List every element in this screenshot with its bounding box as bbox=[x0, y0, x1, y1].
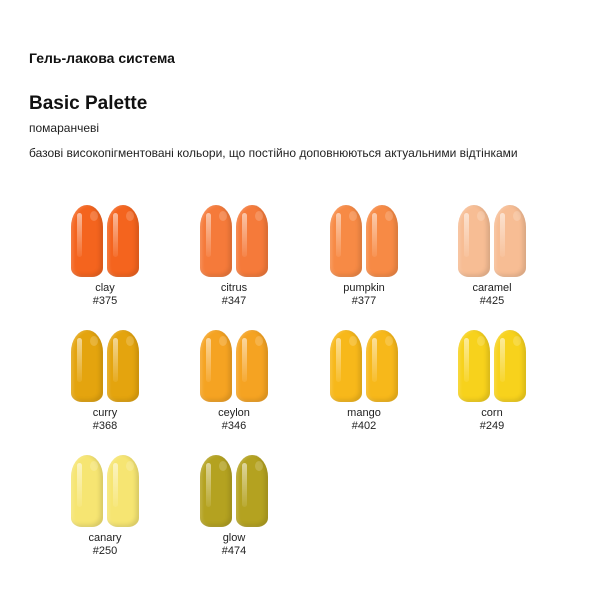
nail-left bbox=[458, 330, 490, 402]
nail-left bbox=[71, 205, 103, 277]
nail-right bbox=[236, 455, 268, 527]
swatch-citrus bbox=[194, 205, 274, 308]
swatch-name: curry bbox=[92, 407, 118, 419]
swatch-caramel bbox=[452, 205, 532, 308]
nail-right bbox=[107, 330, 139, 402]
palette-title: Basic Palette bbox=[29, 93, 148, 114]
swatch-code: #377 bbox=[351, 295, 377, 307]
swatch-code: #425 bbox=[479, 295, 505, 307]
nail-left bbox=[330, 205, 362, 277]
swatch-name: ceylon bbox=[218, 407, 250, 419]
swatch-clay bbox=[65, 205, 145, 308]
swatch-pumpkin bbox=[324, 205, 404, 308]
swatch-code: #249 bbox=[479, 420, 505, 432]
nail-pair bbox=[65, 455, 145, 527]
nail-left bbox=[200, 455, 232, 527]
swatch-name: mango bbox=[347, 407, 381, 419]
swatch-curry bbox=[65, 330, 145, 433]
subtitle: помаранчеві bbox=[29, 121, 100, 135]
swatch-corn bbox=[452, 330, 532, 433]
nail-pair bbox=[452, 205, 532, 277]
nail-right bbox=[107, 205, 139, 277]
swatch-name: pumpkin bbox=[343, 282, 385, 294]
nail-pair bbox=[452, 330, 532, 402]
nail-left bbox=[71, 455, 103, 527]
swatch-glow bbox=[194, 455, 274, 558]
nail-right bbox=[236, 205, 268, 277]
nail-right bbox=[107, 455, 139, 527]
swatch-name: canary bbox=[88, 532, 122, 544]
nail-pair bbox=[194, 205, 274, 277]
nail-pair bbox=[65, 330, 145, 402]
nail-pair bbox=[324, 330, 404, 402]
nail-right bbox=[366, 205, 398, 277]
swatch-code: #375 bbox=[92, 295, 118, 307]
nail-right bbox=[366, 330, 398, 402]
swatch-code: #346 bbox=[221, 420, 247, 432]
nail-right bbox=[494, 205, 526, 277]
nail-right bbox=[236, 330, 268, 402]
nail-left bbox=[71, 330, 103, 402]
swatch-name: clay bbox=[95, 282, 115, 294]
nail-pair bbox=[194, 455, 274, 527]
swatch-code: #347 bbox=[221, 295, 247, 307]
nail-pair bbox=[194, 330, 274, 402]
swatch-name: glow bbox=[222, 532, 246, 544]
nail-left bbox=[200, 330, 232, 402]
swatch-name: corn bbox=[481, 407, 503, 419]
swatch-canary bbox=[65, 455, 145, 558]
nail-left bbox=[200, 205, 232, 277]
system-title: Гель-лакова система bbox=[29, 50, 175, 66]
swatch-code: #402 bbox=[351, 420, 377, 432]
nail-pair bbox=[324, 205, 404, 277]
swatch-code: #368 bbox=[92, 420, 118, 432]
swatch-code: #474 bbox=[221, 545, 247, 557]
swatch-ceylon bbox=[194, 330, 274, 433]
nail-left bbox=[458, 205, 490, 277]
nail-pair bbox=[65, 205, 145, 277]
nail-right bbox=[494, 330, 526, 402]
swatch-name: caramel bbox=[472, 282, 512, 294]
swatch-name: citrus bbox=[220, 282, 248, 294]
swatch-mango bbox=[324, 330, 404, 433]
description: базові високопігментовані кольори, що постійно доповнюються актуальними відтінками bbox=[29, 146, 518, 160]
swatch-code: #250 bbox=[92, 545, 118, 557]
nail-left bbox=[330, 330, 362, 402]
